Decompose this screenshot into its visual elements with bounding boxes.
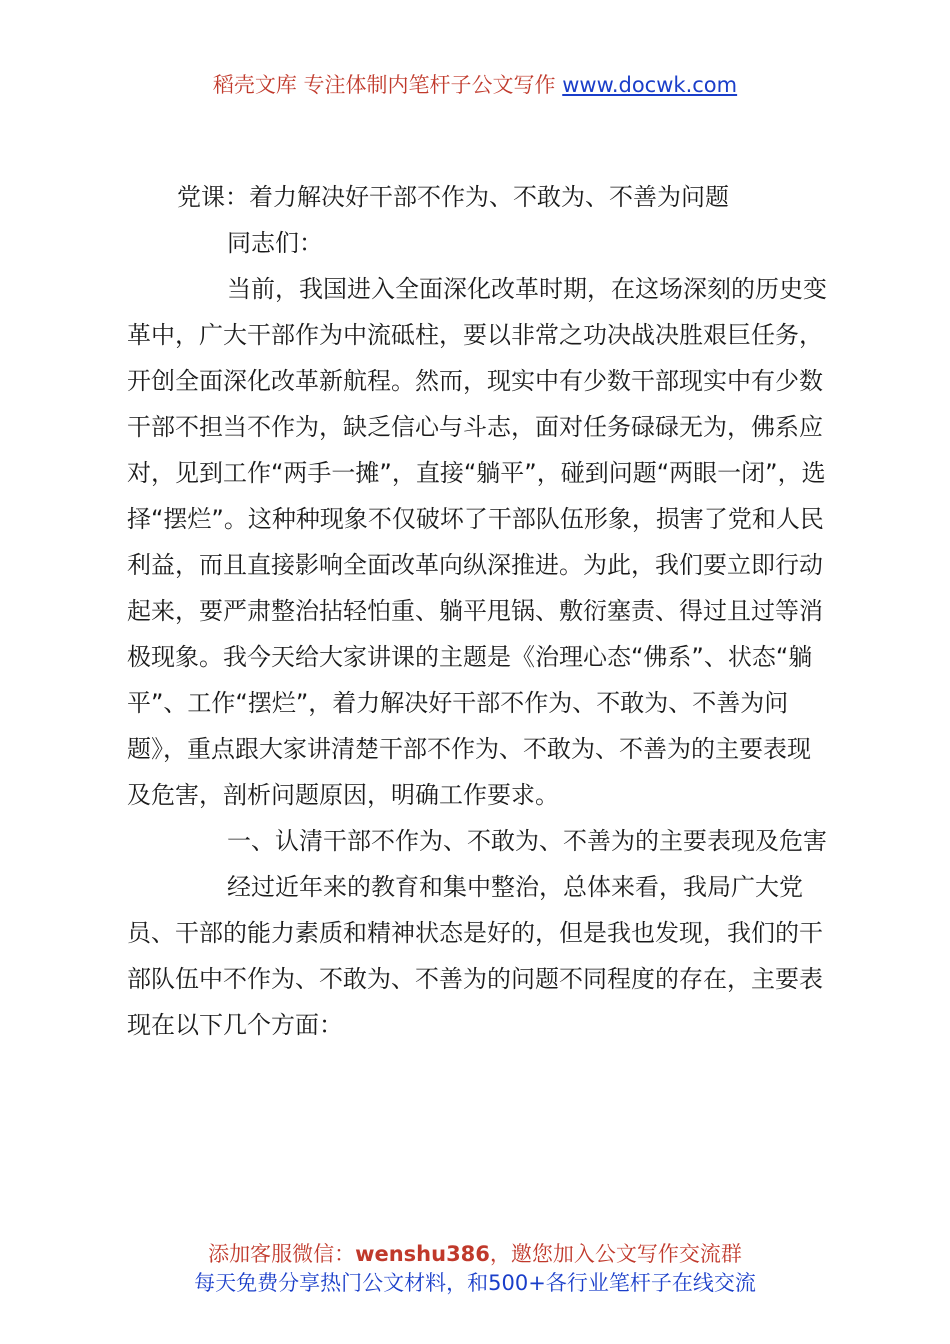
header-banner bbox=[0, 70, 950, 100]
wechat-id: wenshu386 bbox=[355, 1242, 490, 1266]
footer-banner bbox=[0, 1240, 950, 1298]
greeting: 同志们： bbox=[227, 229, 323, 257]
footer-line-1 bbox=[0, 1240, 950, 1269]
header-text: 稻壳文库 专注体制内笔杆子公文写作 bbox=[212, 73, 563, 97]
paragraph-section-one: 经过近年来的教育和集中整治，总体来看，我局广大党员、干部的能力素质和精神状态是好的，但是我也发现，我们的干部队伍中不作为、不敢为、不善为的问题不同程度的存在，主要表现在以下几个方面： bbox=[127, 873, 823, 1039]
footer-line-2: 每天免费分享热门公文材料，和500+各行业笔杆子在线交流 bbox=[194, 1271, 756, 1295]
section-heading: 一、认清干部不作为、不敢为、不善为的主要表现及危害 bbox=[227, 827, 827, 855]
footer-suffix: ，邀您加入公文写作交流群 bbox=[489, 1242, 742, 1266]
paragraph-intro: 当前，我国进入全面深化改革时期，在这场深刻的历史变革中，广大干部作为中流砥柱，要以非常之功决战决胜艰巨任务，开创全面深化改革新航程。然而，现实中有少数干部现实中有少数干部不担当不作为，缺乏信心与斗志，面对任务碌碌无为，佛系应对，见到工作“两手一摊”，直接“躺平”，碰到问题“两眼一闭”，选择“摆烂”。这种种现象不仅破坏了干部队伍形象，损害了党和人民利益，而且直接影响全面改革向纵深推进。为此，我们要立即行动起来，要严肃整治拈轻怕重、躺平甩锅、敷衍塞责、得过且过等消极现象。我今天给大家讲课的主题是《治理心态“佛系”、状态“躺平”、工作“摆烂”，着力解决好干部不作为、不敢为、不善为问题》，重点跟大家讲清楚干部不作为、不敢为、不善为的主要表现及危害，剖析问题原因，明确工作要求。 bbox=[127, 275, 827, 809]
header-link[interactable]: www.docwk.com bbox=[562, 73, 738, 97]
document-title: 党课：着力解决好干部不作为、不敢为、不善为问题 bbox=[177, 183, 729, 211]
document-body bbox=[127, 174, 827, 1048]
footer-prefix: 添加客服微信： bbox=[208, 1242, 356, 1266]
